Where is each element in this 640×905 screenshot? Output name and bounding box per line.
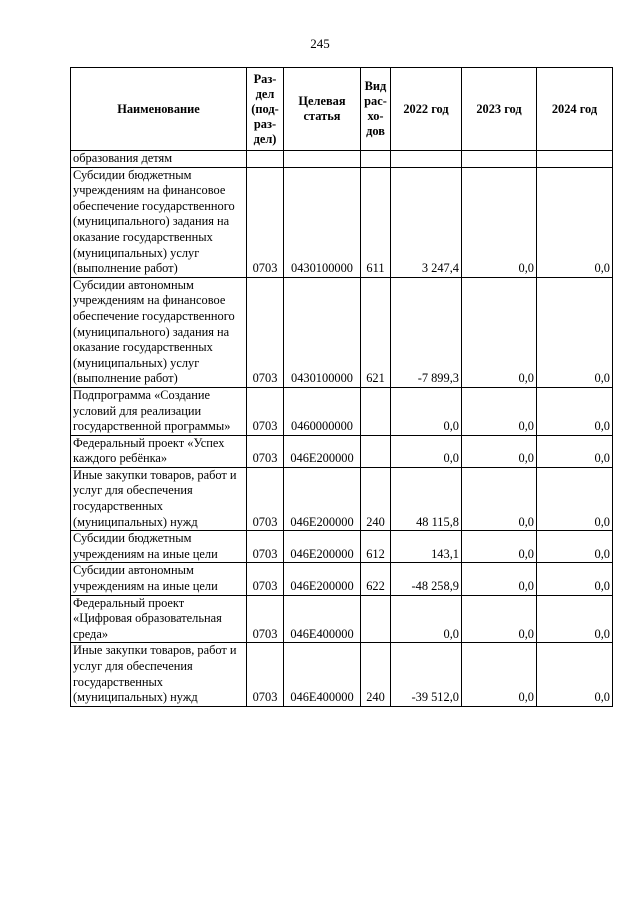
row-type: 612 (361, 531, 391, 563)
row-name: Иные закупки товаров, работ и услуг для обеспечения государственных (муниципальных) нужд (71, 643, 247, 706)
header-2023: 2023 год (462, 68, 537, 151)
row-value-2022: -7 899,3 (391, 277, 462, 387)
row-value-2023: 0,0 (462, 531, 537, 563)
row-target: 046E200000 (284, 435, 361, 467)
row-name: Субсидии автономным учреждениям на иные цели (71, 563, 247, 595)
row-section: 0703 (247, 387, 284, 435)
row-value-2022: 3 247,4 (391, 167, 462, 277)
row-value-2024: 0,0 (537, 387, 613, 435)
row-type: 611 (361, 167, 391, 277)
row-target: 046E400000 (284, 595, 361, 643)
row-name: образования детям (71, 151, 247, 168)
row-value-2023: 0,0 (462, 643, 537, 706)
row-target: 046E200000 (284, 563, 361, 595)
row-type (361, 151, 391, 168)
row-value-2022: 48 115,8 (391, 467, 462, 530)
row-value-2022: -48 258,9 (391, 563, 462, 595)
row-type: 622 (361, 563, 391, 595)
row-value-2022: 0,0 (391, 387, 462, 435)
row-value-2024: 0,0 (537, 277, 613, 387)
row-value-2024 (537, 151, 613, 168)
row-value-2023: 0,0 (462, 435, 537, 467)
row-type: 240 (361, 467, 391, 530)
table-row (71, 595, 613, 643)
row-value-2022 (391, 151, 462, 168)
row-value-2024: 0,0 (537, 467, 613, 530)
row-value-2023: 0,0 (462, 167, 537, 277)
row-value-2023: 0,0 (462, 277, 537, 387)
table-row (71, 387, 613, 435)
row-target: 046E200000 (284, 531, 361, 563)
row-value-2023: 0,0 (462, 595, 537, 643)
row-name: Субсидии бюджетным учреждениям на финансовое обеспечение государственного (муниципального) задания на оказание государственных (муниципальных) услуг (выполнение работ) (71, 167, 247, 277)
row-name: Федеральный проект «Успех каждого ребёнка» (71, 435, 247, 467)
row-target: 0460000000 (284, 387, 361, 435)
row-section: 0703 (247, 643, 284, 706)
row-section: 0703 (247, 435, 284, 467)
row-value-2024: 0,0 (537, 595, 613, 643)
row-section: 0703 (247, 167, 284, 277)
row-section (247, 151, 284, 168)
header-type: Вид рас- хо- дов (361, 68, 391, 151)
row-value-2022: -39 512,0 (391, 643, 462, 706)
row-target: 046E400000 (284, 643, 361, 706)
row-type (361, 387, 391, 435)
table-header-row (71, 68, 613, 151)
row-name: Субсидии автономным учреждениям на финансовое обеспечение государственного (муниципального) задания на оказание государственных (муниципальных) услуг (выполнение работ) (71, 277, 247, 387)
header-target: Целевая статья (284, 68, 361, 151)
row-target: 046E200000 (284, 467, 361, 530)
row-value-2023: 0,0 (462, 387, 537, 435)
table-row (71, 151, 613, 168)
row-value-2022: 0,0 (391, 435, 462, 467)
row-section: 0703 (247, 277, 284, 387)
row-type (361, 435, 391, 467)
table-row (71, 167, 613, 277)
row-section: 0703 (247, 531, 284, 563)
table-row (71, 277, 613, 387)
row-type: 240 (361, 643, 391, 706)
row-name: Подпрограмма «Создание условий для реализации государственной программы» (71, 387, 247, 435)
row-value-2024: 0,0 (537, 531, 613, 563)
table-row (71, 531, 613, 563)
header-section: Раз- дел (под- раз- дел) (247, 68, 284, 151)
row-name: Субсидии бюджетным учреждениям на иные цели (71, 531, 247, 563)
page-number: 245 (310, 36, 330, 51)
row-target (284, 151, 361, 168)
row-value-2022: 143,1 (391, 531, 462, 563)
table-row (71, 435, 613, 467)
row-type: 621 (361, 277, 391, 387)
row-value-2024: 0,0 (537, 167, 613, 277)
row-type (361, 595, 391, 643)
table-row (71, 563, 613, 595)
budget-table (70, 67, 613, 707)
table-row (71, 643, 613, 706)
row-value-2023 (462, 151, 537, 168)
header-2022: 2022 год (391, 68, 462, 151)
row-value-2024: 0,0 (537, 435, 613, 467)
row-value-2023: 0,0 (462, 467, 537, 530)
row-target: 0430100000 (284, 277, 361, 387)
row-section: 0703 (247, 563, 284, 595)
header-name: Наименование (71, 68, 247, 151)
row-value-2023: 0,0 (462, 563, 537, 595)
row-section: 0703 (247, 595, 284, 643)
table-row (71, 467, 613, 530)
row-value-2022: 0,0 (391, 595, 462, 643)
row-name: Федеральный проект «Цифровая образовательная среда» (71, 595, 247, 643)
row-value-2024: 0,0 (537, 563, 613, 595)
row-name: Иные закупки товаров, работ и услуг для обеспечения государственных (муниципальных) нужд (71, 467, 247, 530)
row-target: 0430100000 (284, 167, 361, 277)
header-2024: 2024 год (537, 68, 613, 151)
row-section: 0703 (247, 467, 284, 530)
row-value-2024: 0,0 (537, 643, 613, 706)
